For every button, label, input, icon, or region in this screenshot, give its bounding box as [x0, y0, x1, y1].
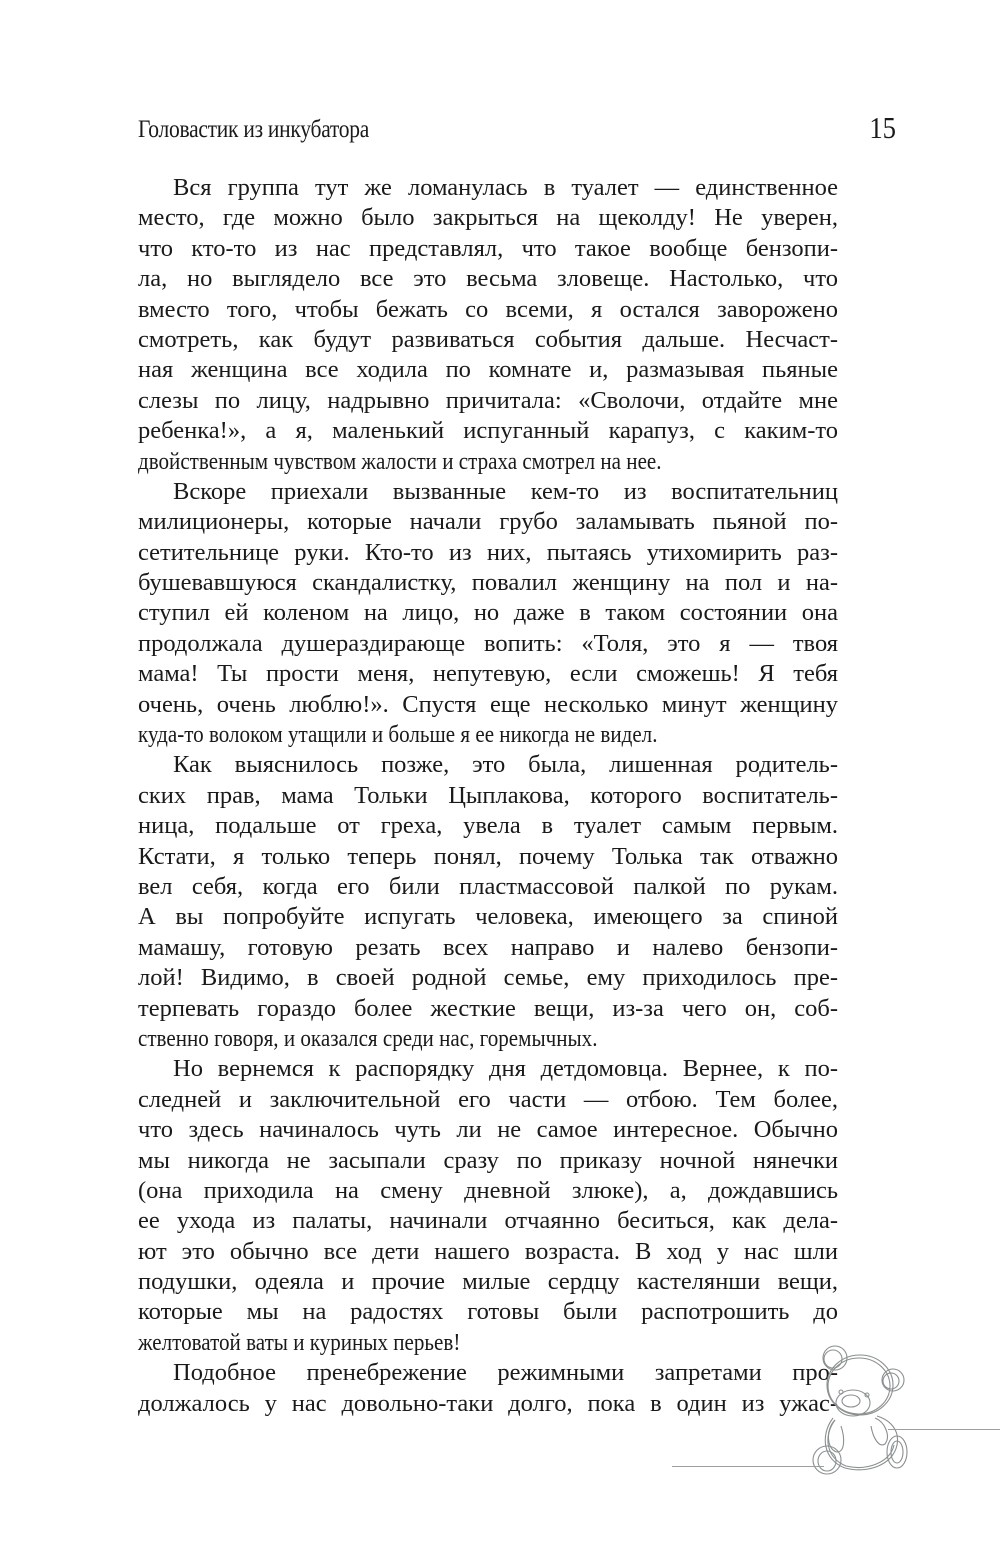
- text-line: слезы по лицу, надрывно причитала: «Сволочи, отдайте мне: [138, 386, 838, 414]
- text-line: двойственным чувством жалости и страха смотрел на нее.: [138, 447, 662, 475]
- text-line: Кстати, я только теперь понял, почему Толька так отважно: [138, 842, 838, 870]
- text-line: ственно говоря, и оказался среди нас, горемычных.: [138, 1024, 598, 1052]
- text-line: подушки, одеяла и прочие милые сердцу кастелянши вещи,: [138, 1268, 838, 1296]
- text-line: следней и заключительной его части — отбою. Тем более,: [138, 1085, 838, 1113]
- text-line: мы никогда не засыпали сразу по приказу ночной нянечки: [138, 1146, 838, 1174]
- text-line: лой! Видимо, в своей родной семье, ему приходилось пре-: [138, 964, 838, 992]
- text-line: продолжала душераздирающе вопить: «Толя, это я — твоя: [138, 629, 838, 657]
- text-line: ских прав, мама Тольки Цыплакова, которого воспитатель-: [138, 781, 838, 809]
- text-line: должалось у нас довольно-таки долго, пока в один из ужас-: [138, 1389, 838, 1417]
- decorative-rule-left: [672, 1466, 824, 1467]
- text-line: место, где можно было закрыться на щеколду! Не уверен,: [138, 204, 838, 232]
- page-number: 15: [869, 110, 896, 145]
- text-line: ная женщина все ходила по комнате и, размазывая пьяные: [138, 356, 838, 384]
- text-line: ница, подальше от греха, увела в туалет самым первым.: [138, 812, 838, 840]
- text-line: Подобное пренебрежение режимными запретами про-: [173, 1359, 838, 1387]
- text-line: смотреть, как будут развиваться события дальше. Несчаст-: [138, 325, 838, 353]
- teddy-bear-icon: [805, 1340, 915, 1480]
- body-text: [138, 173, 838, 1419]
- text-line: Вся группа тут же ломанулась в туалет — единственное: [173, 174, 838, 201]
- text-line: что здесь начиналось чуть ли не самое интересное. Обычно: [138, 1116, 838, 1144]
- running-title: Головастик из инкубатора: [138, 116, 370, 143]
- text-line: которые мы на радостях готовы были распотрошить до: [138, 1298, 838, 1326]
- text-line: бушевавшуюся скандалистку, повалил женщину на пол и на-: [138, 569, 838, 597]
- text-line: вместо того, чтобы бежать со всеми, я остался заворожено: [138, 295, 838, 323]
- text-line: ступил ей коленом на лицо, но даже в таком состоянии она: [138, 599, 838, 627]
- text-line: желтоватой ваты и куриных перьев!: [138, 1328, 461, 1356]
- text-line: (она приходила на смену дневной злюке), а, дождавшись: [138, 1176, 838, 1204]
- text-line: мамашу, готовую резать всех направо и налево бензопи-: [138, 933, 838, 961]
- text-line: А вы попробуйте испугать человека, имеющего за спиной: [138, 903, 838, 931]
- text-line: терпевать гораздо более жесткие вещи, из-за чего он, соб-: [138, 994, 838, 1022]
- text-line: что кто-то из нас представлял, что такое вообще бензопи-: [138, 234, 838, 262]
- decorative-rule-right: [888, 1429, 1000, 1430]
- text-line: очень, очень люблю!». Спустя еще несколько минут женщину: [138, 690, 838, 718]
- text-line: вел себя, когда его били пластмассовой палкой по рукам.: [138, 872, 838, 900]
- text-line: ют это обычно все дети нашего возраста. В ход у нас шли: [138, 1237, 838, 1265]
- text-line: Вскоре приехали вызванные кем-то из воспитательниц: [173, 477, 838, 505]
- text-line: сетительнице руки. Кто-то из них, пытаясь утихомирить раз-: [138, 538, 838, 566]
- text-line: милиционеры, которые начали грубо заламывать пьяной по-: [138, 508, 838, 536]
- text-line: Но вернемся к распорядку дня детдомовца. Вернее, к по-: [173, 1055, 838, 1083]
- text-line: Как выяснилось позже, это была, лишенная родитель-: [173, 751, 838, 779]
- text-line: мама! Ты прости меня, непутевую, если сможешь! Я тебя: [138, 660, 838, 688]
- text-line: ребенка!», а я, маленький испуганный карапуз, с каким-то: [138, 417, 838, 445]
- text-line: куда-то волоком утащили и больше я ее никогда не видел.: [138, 721, 658, 749]
- text-line: ла, но выглядело все это весьма зловеще. Настолько, что: [138, 265, 838, 293]
- text-line: ее ухода из палаты, начинали отчаянно беситься, как дела-: [138, 1207, 838, 1235]
